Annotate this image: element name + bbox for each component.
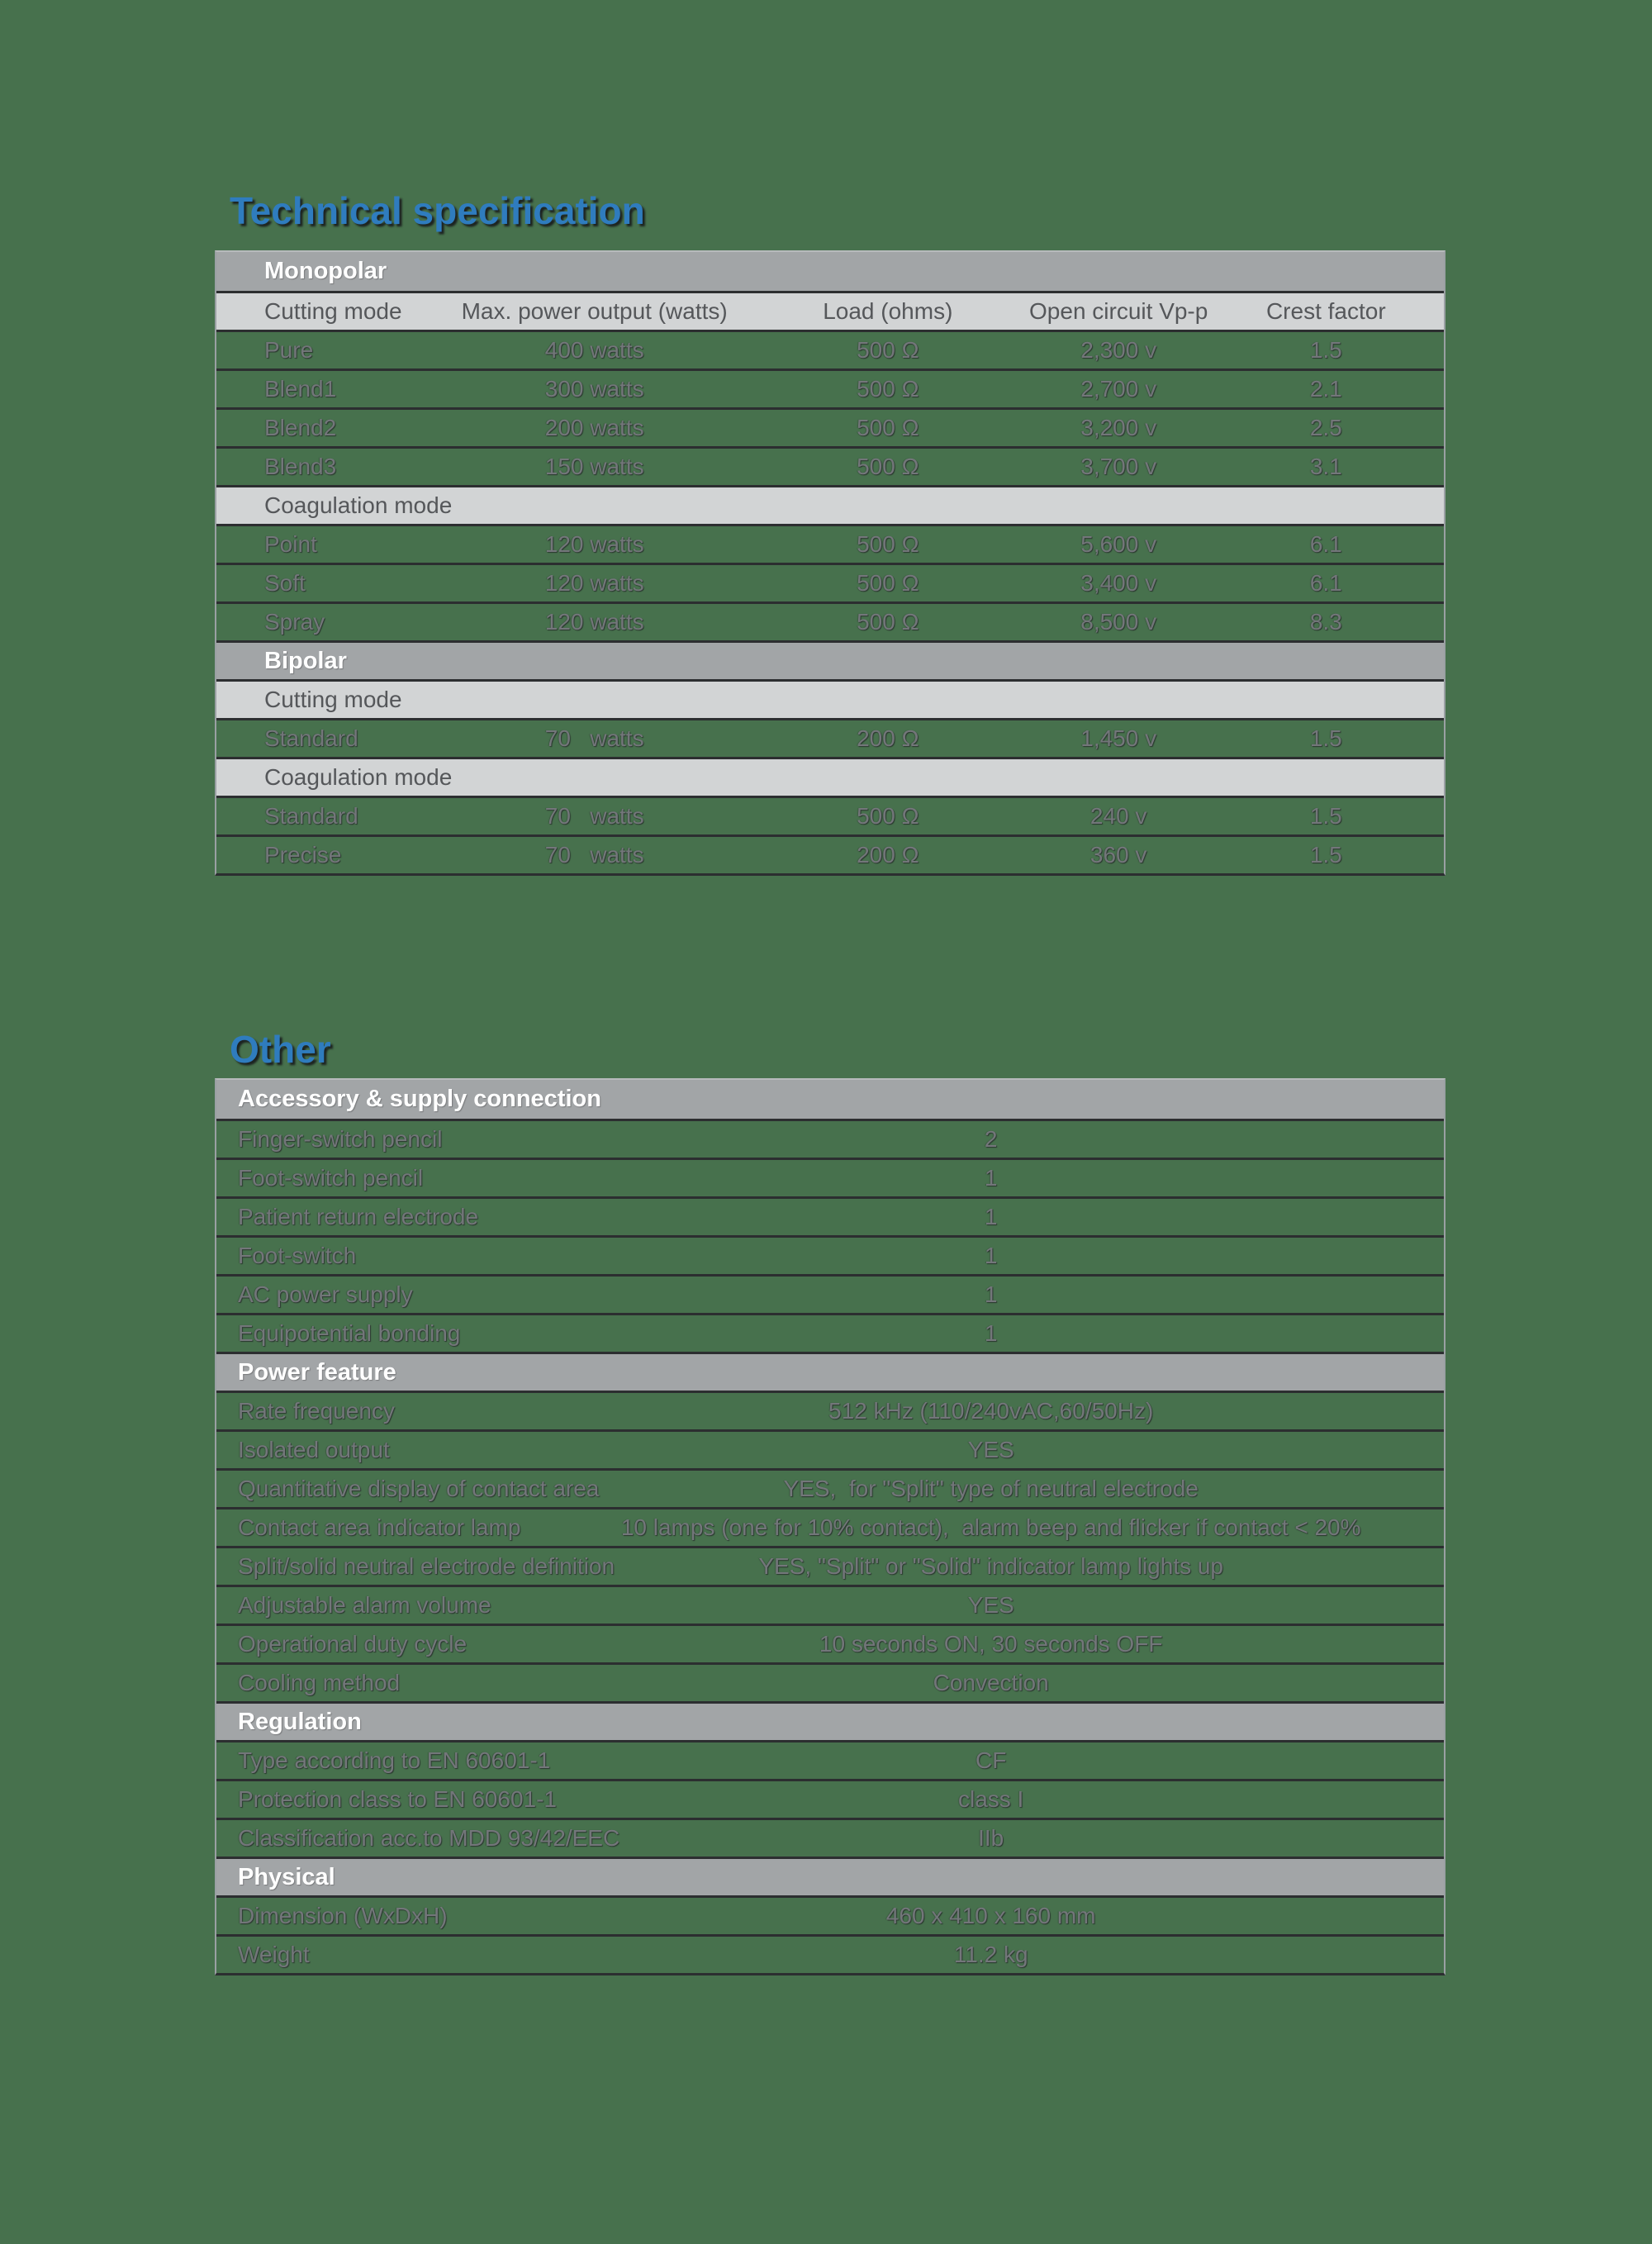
spec-data-row xyxy=(216,368,1444,407)
spec-value: 300 watts xyxy=(544,376,644,402)
item-label: Adjustable alarm volume xyxy=(238,1592,491,1618)
spec-value: 70 watts xyxy=(544,842,644,868)
spec-value: 500 Ω xyxy=(857,415,919,440)
item-label: Patient return electrode xyxy=(238,1204,479,1229)
item-value: YES xyxy=(967,1437,1014,1462)
item-value: YES, "Split" or "Solid" indicator lamp lights up xyxy=(758,1553,1223,1579)
technical-specification-table xyxy=(215,250,1446,876)
item-value: 1 xyxy=(984,1281,998,1307)
spec-data-row xyxy=(216,601,1444,640)
spec-value: 500 Ω xyxy=(857,531,919,557)
spec-data-row xyxy=(216,563,1444,601)
other-data-row xyxy=(216,1313,1444,1352)
other-data-row xyxy=(216,1468,1444,1507)
item-value: 1 xyxy=(984,1320,998,1346)
spec-value: 240 v xyxy=(1089,803,1147,829)
section-header-row: Bipolar xyxy=(216,640,1444,679)
spec-value: 500 Ω xyxy=(857,609,919,635)
column-header: Load (ohms) xyxy=(823,298,953,324)
item-value: IIb xyxy=(978,1825,1004,1851)
spec-data-row xyxy=(216,524,1444,563)
item-value: class I xyxy=(957,1786,1024,1812)
item-value: 11.2 kg xyxy=(953,1942,1028,1967)
other-data-row xyxy=(216,1895,1444,1934)
item-value: 1 xyxy=(984,1243,998,1268)
mode-label: Standard xyxy=(264,725,358,751)
section-header-row: Power feature xyxy=(216,1352,1444,1391)
item-value: 460 x 410 x 160 mm xyxy=(885,1903,1096,1928)
mode-label: Soft xyxy=(264,570,306,596)
section-header-row: Physical xyxy=(216,1857,1444,1895)
spec-value: 120 watts xyxy=(544,570,644,596)
spec-value: 1.5 xyxy=(1309,725,1342,751)
spec-value: 500 Ω xyxy=(857,570,919,596)
subheader-row: Cutting mode xyxy=(216,679,1444,718)
item-label: Classification acc.to MDD 93/42/EEC xyxy=(238,1825,620,1851)
other-data-row xyxy=(216,1934,1444,1973)
mode-label: Blend1 xyxy=(264,376,337,402)
spec-value: 200 Ω xyxy=(857,725,919,751)
spec-value: 3.1 xyxy=(1309,454,1342,479)
spec-value: 2.1 xyxy=(1309,376,1342,402)
item-label: Weight xyxy=(238,1942,310,1967)
item-label: Contact area indicator lamp xyxy=(238,1514,521,1540)
section-header-row: Monopolar xyxy=(216,252,1444,291)
other-specification-table xyxy=(215,1078,1446,1975)
spec-value: 500 Ω xyxy=(857,337,919,363)
item-value: 10 lamps (one for 10% contact), alarm beep and flicker if contact < 20% xyxy=(620,1514,1361,1540)
mode-label: Pure xyxy=(264,337,314,363)
item-value: 1 xyxy=(984,1204,998,1229)
mode-label: Spray xyxy=(264,609,325,635)
spec-value: 200 watts xyxy=(544,415,644,440)
item-label: Foot-switch xyxy=(238,1243,357,1268)
spec-value: 500 Ω xyxy=(857,454,919,479)
other-data-row xyxy=(216,1585,1444,1624)
mode-label: Precise xyxy=(264,842,342,868)
spec-value: 5,600 v xyxy=(1080,531,1157,557)
spec-value: 70 watts xyxy=(544,725,644,751)
spec-value: 8.3 xyxy=(1309,609,1342,635)
item-label: Type according to EN 60601-1 xyxy=(238,1747,551,1773)
spec-value: 2,700 v xyxy=(1080,376,1157,402)
item-value: CF xyxy=(975,1747,1007,1773)
other-data-row xyxy=(216,1391,1444,1429)
item-label: Protection class to EN 60601-1 xyxy=(238,1786,557,1812)
item-value: 1 xyxy=(984,1165,998,1191)
other-data-row xyxy=(216,1235,1444,1274)
other-data-row xyxy=(216,1429,1444,1468)
other-data-row xyxy=(216,1624,1444,1662)
mode-label: Point xyxy=(264,531,317,557)
other-data-row xyxy=(216,1818,1444,1857)
spec-data-row xyxy=(216,407,1444,446)
spec-value: 120 watts xyxy=(544,609,644,635)
other-data-row xyxy=(216,1546,1444,1585)
spec-value: 2,300 v xyxy=(1080,337,1157,363)
item-label: AC power supply xyxy=(238,1281,413,1307)
spec-data-row xyxy=(216,796,1444,834)
spec-value: 500 Ω xyxy=(857,376,919,402)
item-value: YES, for "Split" type of neutral electrode xyxy=(783,1476,1199,1501)
spec-value: 70 watts xyxy=(544,803,644,829)
item-label: Finger-switch pencil xyxy=(238,1126,443,1152)
column-header-row xyxy=(216,291,1444,330)
spec-data-row xyxy=(216,834,1444,873)
column-header: Open circuit Vp-p xyxy=(1029,298,1208,324)
subheader-row: Coagulation mode xyxy=(216,757,1444,796)
spec-value: 1.5 xyxy=(1309,803,1342,829)
spec-value: 3,200 v xyxy=(1080,415,1157,440)
spec-value: 360 v xyxy=(1089,842,1147,868)
spec-data-row xyxy=(216,718,1444,757)
spec-value: 3,700 v xyxy=(1080,454,1157,479)
item-label: Operational duty cycle xyxy=(238,1631,468,1657)
section-header-row: Accessory & supply connection xyxy=(216,1080,1444,1119)
column-header: Crest factor xyxy=(1265,298,1386,324)
column-header: Max. power output (watts) xyxy=(461,298,728,324)
item-label: Quantitative display of contact area xyxy=(238,1476,600,1501)
spec-value: 1.5 xyxy=(1309,337,1342,363)
spec-value: 500 Ω xyxy=(857,803,919,829)
item-value: 512 kHz (110/240vAC,60/50Hz) xyxy=(828,1398,1154,1424)
item-label: Foot-switch pencil xyxy=(238,1165,424,1191)
subheader-row: Coagulation mode xyxy=(216,485,1444,524)
other-data-row xyxy=(216,1779,1444,1818)
item-value: 10 seconds ON, 30 seconds OFF xyxy=(819,1631,1163,1657)
mode-label: Standard xyxy=(264,803,358,829)
mode-label: Blend3 xyxy=(264,454,337,479)
technical-specification-title: Technical specification xyxy=(230,189,645,232)
mode-label: Blend2 xyxy=(264,415,337,440)
item-label: Dimension (WxDxH) xyxy=(238,1903,448,1928)
spec-value: 6.1 xyxy=(1309,570,1342,596)
spec-data-row xyxy=(216,446,1444,485)
spec-value: 400 watts xyxy=(544,337,644,363)
other-section-title: Other xyxy=(230,1028,331,1071)
item-label: Isolated output xyxy=(238,1437,390,1462)
other-data-row xyxy=(216,1274,1444,1313)
item-label: Rate frequency xyxy=(238,1398,395,1424)
other-data-row xyxy=(216,1196,1444,1235)
spec-value: 1,450 v xyxy=(1080,725,1157,751)
other-data-row xyxy=(216,1158,1444,1196)
other-data-row xyxy=(216,1662,1444,1701)
other-data-row xyxy=(216,1740,1444,1779)
item-value: YES xyxy=(967,1592,1014,1618)
section-header-row: Regulation xyxy=(216,1701,1444,1740)
item-value: 2 xyxy=(984,1126,998,1152)
other-data-row xyxy=(216,1507,1444,1546)
item-label: Equipotential bonding xyxy=(238,1320,461,1346)
spec-value: 6.1 xyxy=(1309,531,1342,557)
spec-value: 2.5 xyxy=(1309,415,1342,440)
column-header: Cutting mode xyxy=(264,298,402,324)
spec-value: 150 watts xyxy=(544,454,644,479)
other-data-row xyxy=(216,1119,1444,1158)
spec-value: 8,500 v xyxy=(1080,609,1157,635)
item-label: Cooling method xyxy=(238,1670,401,1695)
spec-value: 1.5 xyxy=(1309,842,1342,868)
spec-data-row xyxy=(216,330,1444,368)
spec-value: 3,400 v xyxy=(1080,570,1157,596)
item-value: Convection xyxy=(933,1670,1049,1695)
item-label: Split/solid neutral electrode definition xyxy=(238,1553,615,1579)
spec-value: 120 watts xyxy=(544,531,644,557)
spec-value: 200 Ω xyxy=(857,842,919,868)
